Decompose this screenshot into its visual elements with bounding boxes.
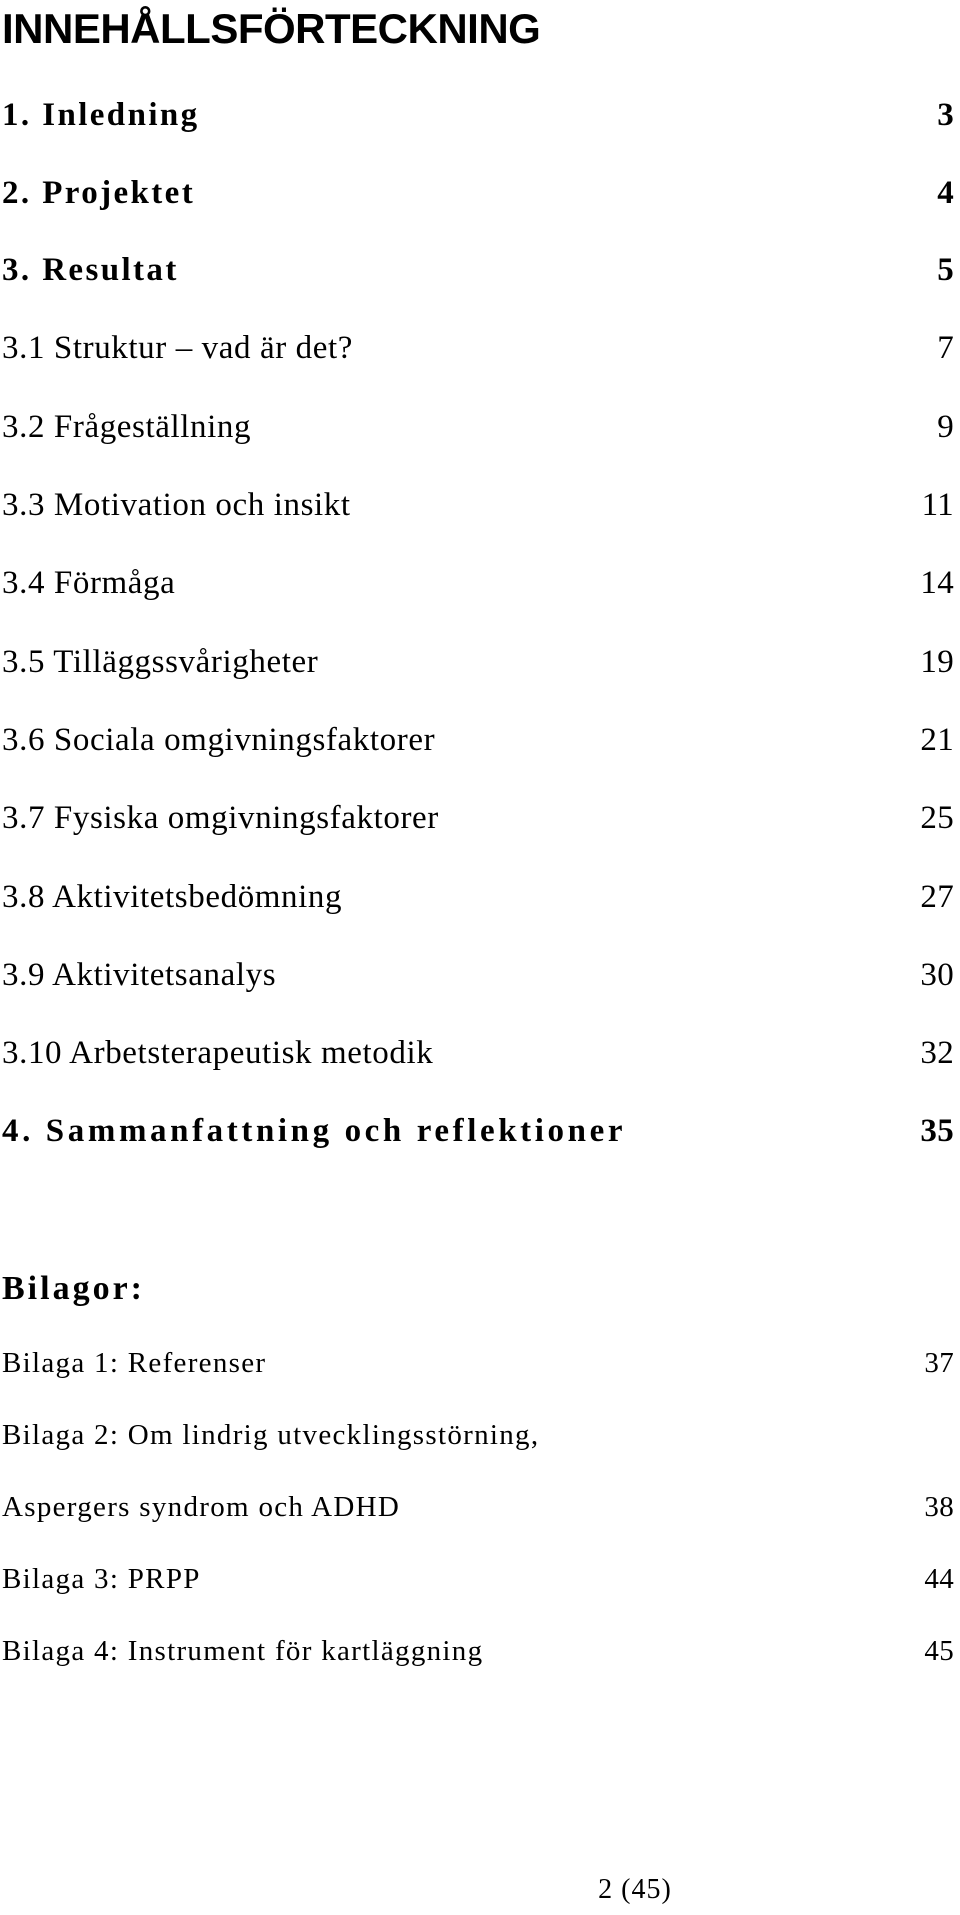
toc-entry — [2, 90, 954, 140]
bilaga-entry-page: 45 — [924, 1634, 954, 1667]
toc-entry — [2, 793, 954, 843]
toc-entry-page: 27 — [920, 878, 954, 915]
toc-entry-page: 25 — [920, 799, 954, 836]
toc-entry-page: 3 — [937, 96, 954, 133]
toc-entry — [2, 715, 954, 765]
bilaga-entry-label: Bilaga 2: Om lindrig utvecklingsstörning, — [2, 1418, 540, 1451]
toc-entry — [2, 480, 954, 530]
bilaga-entry-label: Bilaga 1: Referenser — [2, 1346, 267, 1379]
toc-entry-page: 9 — [937, 408, 954, 445]
toc-entry-page: 19 — [920, 643, 954, 680]
toc-entry — [2, 245, 954, 295]
toc-entry-label: 3. Resultat — [2, 251, 179, 288]
toc-entry-label: 3.2 Frågeställning — [2, 408, 252, 445]
toc-entry-label: 3.7 Fysiska omgivningsfaktorer — [2, 799, 439, 836]
bilaga-entry — [2, 1626, 954, 1676]
bilaga-entry-label: Bilaga 4: Instrument för kartläggning — [2, 1634, 484, 1667]
toc-entry — [2, 950, 954, 1000]
bilaga-entry — [2, 1482, 954, 1532]
toc-entry-page: 35 — [920, 1112, 954, 1149]
bilaga-entry — [2, 1338, 954, 1388]
toc-entry-page: 11 — [921, 486, 954, 523]
toc-title: INNEHÅLLSFÖRTECKNING — [2, 5, 541, 52]
bilaga-entry-label: Bilaga 3: PRPP — [2, 1562, 201, 1595]
toc-entry-label: 3.6 Sociala omgivningsfaktorer — [2, 721, 436, 758]
toc-entry-label: 3.9 Aktivitetsanalys — [2, 956, 277, 993]
toc-entry-label: 2. Projektet — [2, 174, 196, 211]
bilaga-entry — [2, 1554, 954, 1604]
toc-entry-page: 14 — [920, 564, 954, 601]
toc-entry-label: 4. Sammanfattning och reflektioner — [2, 1112, 627, 1149]
bilagor-heading: Bilagor: — [2, 1270, 145, 1307]
toc-entry-label: 1. Inledning — [2, 96, 200, 133]
toc-entry — [2, 402, 954, 452]
toc-entry — [2, 558, 954, 608]
toc-entry — [2, 637, 954, 687]
bilaga-entry-page: 44 — [924, 1562, 954, 1595]
toc-entry-page: 4 — [937, 174, 954, 211]
bilaga-entry-page: 37 — [924, 1346, 954, 1379]
toc-entry-label: 3.4 Förmåga — [2, 564, 176, 601]
toc-entry-page: 5 — [937, 251, 954, 288]
bilaga-entry-label: Aspergers syndrom och ADHD — [2, 1490, 401, 1523]
toc-entry — [2, 168, 954, 218]
toc-entry — [2, 1106, 954, 1156]
toc-entry-label: 3.3 Motivation och insikt — [2, 486, 351, 523]
toc-entry — [2, 323, 954, 373]
page-number: 2 (45) — [598, 1874, 672, 1905]
toc-entry-label: 3.10 Arbetsterapeutisk metodik — [2, 1034, 434, 1071]
toc-entry-label: 3.8 Aktivitetsbedömning — [2, 878, 343, 915]
toc-entry-label: 3.5 Tilläggssvårigheter — [2, 643, 319, 680]
toc-entry-page: 30 — [920, 956, 954, 993]
toc-entry-page: 7 — [937, 329, 954, 366]
toc-entry — [2, 1028, 954, 1078]
toc-entry-page: 21 — [920, 721, 954, 758]
toc-entry-label: 3.1 Struktur – vad är det? — [2, 329, 354, 366]
toc-entry-page: 32 — [920, 1034, 954, 1071]
bilaga-entry-page: 38 — [924, 1490, 954, 1523]
toc-entry — [2, 872, 954, 922]
bilaga-entry — [2, 1410, 954, 1460]
